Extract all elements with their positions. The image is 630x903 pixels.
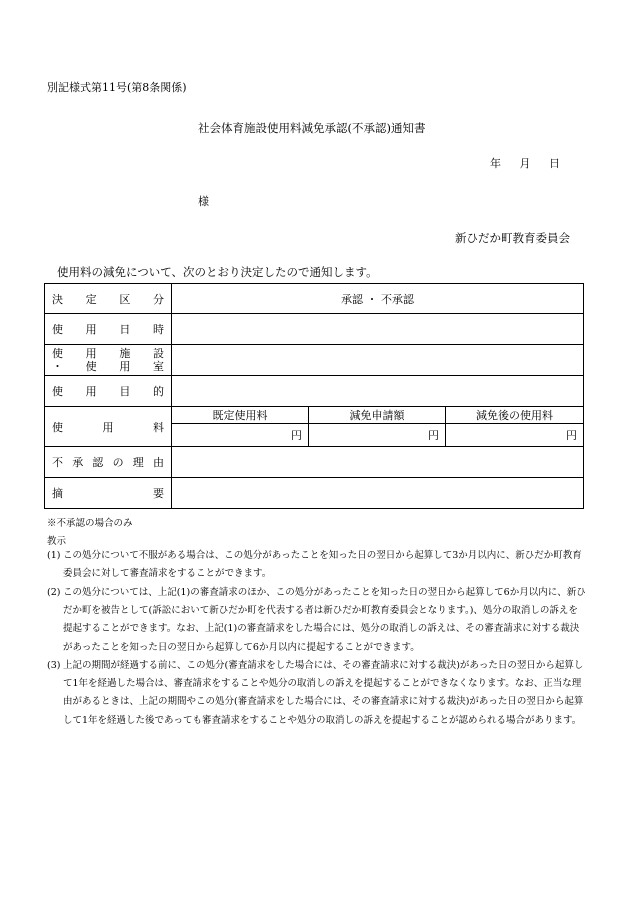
fee-header-requested: 減免申請額 xyxy=(309,407,446,424)
instruction-3 xyxy=(47,657,587,730)
row-decision xyxy=(45,284,584,314)
row-reason xyxy=(45,447,584,478)
fee-requested-yen: 円 xyxy=(309,424,446,447)
row-facility xyxy=(45,345,584,376)
summary-label: 摘 要 xyxy=(45,478,172,509)
note-text: ※不承認の場合のみ xyxy=(47,518,133,529)
purpose-value xyxy=(172,376,584,407)
row-datetime xyxy=(45,314,584,345)
sender-name: 新ひだか町教育委員会 xyxy=(455,231,570,245)
row-summary xyxy=(45,478,584,509)
fee-label: 使 用 料 xyxy=(45,407,172,447)
form-number: 別記様式第11号(第8条関係) xyxy=(47,81,187,94)
intro-text: 使用料の減免について、次のとおり決定したので通知します。 xyxy=(57,265,378,279)
datetime-value xyxy=(172,314,584,345)
facility-value xyxy=(172,345,584,376)
instruction-3-number: (3) xyxy=(47,660,61,671)
instruction-3-text: 上記の期間が経過する前に、この処分(審査請求をした場合には、その審査請求に対する裁決)があった日の翌日から起算して1年を経過した場合は、審査請求をすることや処分の取消しの訴えを提起することができなくなります。なお、正当な理由があるときは、上記の期間やこの処分(審査請求をした場合には、その審査請求に対する裁決)があった日の翌日から起算して1年を経過した後であっても審査請求をすることや処分の取消しの訴えを提起することが認められる場合があります。 xyxy=(63,660,584,726)
fee-after-yen: 円 xyxy=(446,424,584,447)
date-year: 年 xyxy=(490,157,501,170)
instruction-1-number: (1) xyxy=(47,550,61,561)
row-purpose xyxy=(45,376,584,407)
instruction-2-number: (2) xyxy=(47,587,61,598)
fee-header-standard: 既定使用料 xyxy=(172,407,309,424)
fee-header-after: 減免後の使用料 xyxy=(446,407,584,424)
purpose-label: 使 用 目 的 xyxy=(45,376,172,407)
instruction-2 xyxy=(47,584,587,657)
facility-label: 使 用 施 設 ・ 使 用 室 xyxy=(45,345,172,376)
decision-label: 決 定 区 分 xyxy=(45,284,172,314)
instruction-heading: 教示 xyxy=(47,536,67,547)
addressee-suffix: 様 xyxy=(198,195,209,208)
row-fee-header xyxy=(45,407,584,424)
instruction-1 xyxy=(47,547,587,583)
summary-value xyxy=(172,478,584,509)
date-line xyxy=(490,155,560,171)
reason-label: 不 承 認 の 理 由 xyxy=(45,447,172,478)
datetime-label: 使 用 日 時 xyxy=(45,314,172,345)
decision-table xyxy=(44,283,584,509)
instruction-1-text: この処分について不服がある場合は、この処分があったことを知った日の翌日から起算して3か月以内に、新ひだか町教育委員会に対して審査請求をすることができます。 xyxy=(63,550,582,580)
date-month: 月 xyxy=(519,157,531,170)
decision-value: 承認 ・ 不承認 xyxy=(172,284,584,314)
document-title: 社会体育施設使用料減免承認(不承認)通知書 xyxy=(198,121,426,135)
fee-standard-yen: 円 xyxy=(172,424,309,447)
instruction-2-text: この処分については、上記(1)の審査請求のほか、この処分があったことを知った日の翌日から起算して6か月以内に、新ひだか町を被告として(訴訟において新ひだか町を代表する者は新ひだか町教育委員会となります。)、処分の取消しの訴えを提起することができます。なお、上記(1)の審査請求をした場合には、処分の取消しの訴えは、その審査請求に対する裁決があったことを知った日の翌日から起算して6か月以内に提起することができます。 xyxy=(63,587,586,653)
date-day: 日 xyxy=(549,157,560,170)
reason-value xyxy=(172,447,584,478)
